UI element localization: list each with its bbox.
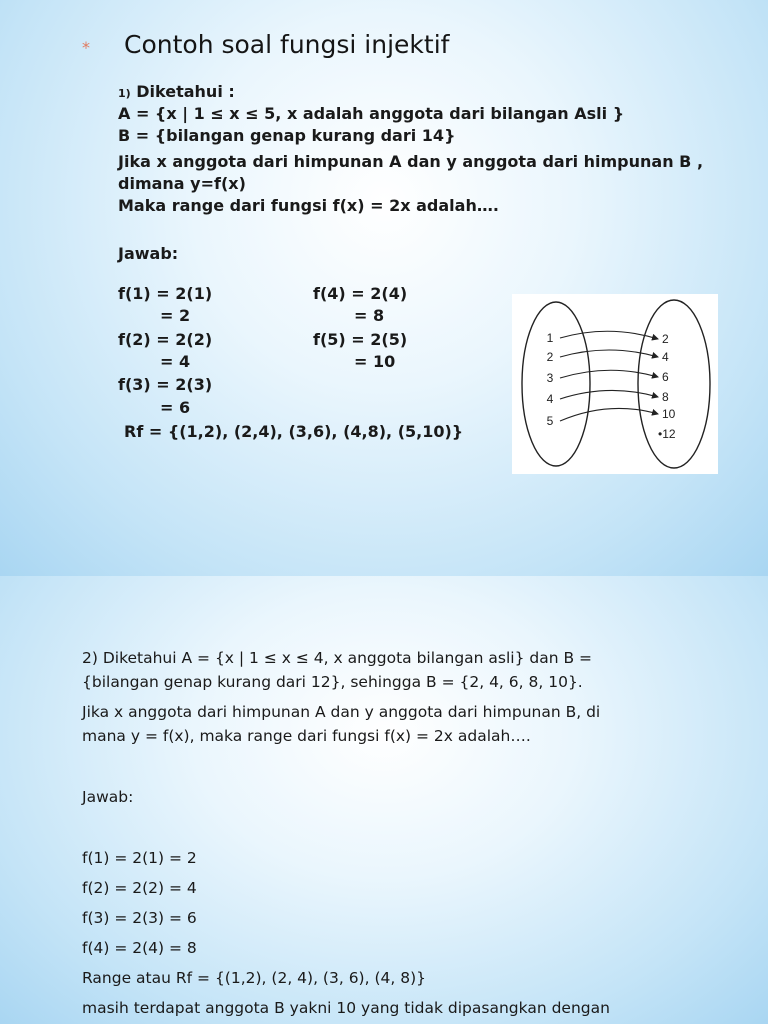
domain-label: 1: [546, 331, 554, 345]
calc-line: f(3) = 2(3): [118, 375, 213, 394]
set-a-definition: A = {x | 1 ≤ x ≤ 5, x adalah anggota dari bilangan Asli }: [118, 104, 625, 123]
diketahui-line: [118, 82, 235, 101]
slide-title: Contoh soal fungsi injektif: [124, 30, 450, 59]
calc-line: = 4: [160, 352, 191, 371]
set-b-definition: B = {bilangan genap kurang dari 14}: [118, 126, 456, 145]
calc-line: f(3) = 2(3) = 6: [82, 909, 197, 927]
calc-line: f(4) = 2(4): [313, 284, 408, 303]
codomain-ellipse: [638, 300, 710, 468]
mapping-arrow: [560, 408, 658, 421]
codomain-label: 8: [662, 390, 669, 404]
codomain-label: 10: [662, 407, 676, 421]
calc-line: f(4) = 2(4) = 8: [82, 939, 197, 957]
codomain-label: 6: [662, 370, 669, 384]
jawab-label: Jawab:: [118, 244, 179, 263]
calc-line: = 6: [160, 398, 191, 417]
bullet-icon: *: [82, 38, 90, 57]
domain-label: 4: [546, 392, 554, 406]
range-result: Rf = {(1,2), (2,4), (3,6), (4,8), (5,10)}: [124, 422, 464, 441]
domain-label: 3: [546, 371, 554, 385]
calc-line: f(1) = 2(1) = 2: [82, 849, 197, 867]
problem-number: 1): [118, 87, 131, 100]
paragraph-line: Jika x anggota dari himpunan A dan y anggota dari himpunan B, di: [82, 703, 601, 721]
mapping-diagram-svg: [512, 294, 718, 474]
paragraph-line: 2) Diketahui A = {x | 1 ≤ x ≤ 4, x anggota bilangan asli} dan B =: [82, 649, 593, 667]
codomain-label: •12: [658, 427, 676, 441]
paragraph-line: {bilangan genap kurang dari 12}, sehingga B = {2, 4, 6, 8, 10}.: [82, 673, 583, 691]
diketahui-label: Diketahui :: [130, 82, 235, 101]
codomain-label: 4: [662, 350, 669, 364]
question-line-2: dimana y=f(x): [118, 174, 246, 193]
domain-ellipse: [522, 302, 590, 466]
domain-label: 2: [546, 350, 554, 364]
domain-label: 5: [546, 414, 554, 428]
question-line-1: Jika x anggota dari himpunan A dan y anggota dari himpunan B ,: [118, 152, 704, 171]
calc-line: = 10: [354, 352, 396, 371]
codomain-label: 2: [662, 332, 669, 346]
mapping-arrow: [560, 350, 658, 357]
mapping-arrow: [560, 370, 658, 378]
slide-2: [0, 576, 768, 1024]
calc-line: f(2) = 2(2) = 4: [82, 879, 197, 897]
range-result-2: Range atau Rf = {(1,2), (2, 4), (3, 6), (4, 8)}: [82, 969, 426, 987]
calc-line: = 8: [354, 306, 385, 325]
jawab-label-2: Jawab:: [82, 788, 134, 806]
mapping-arrow: [560, 390, 658, 399]
calc-line: = 2: [160, 306, 191, 325]
calc-line: f(2) = 2(2): [118, 330, 213, 349]
calc-line: f(1) = 2(1): [118, 284, 213, 303]
question-line-3: Maka range dari fungsi f(x) = 2x adalah….: [118, 196, 499, 215]
calc-line: f(5) = 2(5): [313, 330, 408, 349]
paragraph-line: mana y = f(x), maka range dari fungsi f(x) = 2x adalah….: [82, 727, 531, 745]
paragraph-line: masih terdapat anggota B yakni 10 yang tidak dipasangkan dengan: [82, 999, 610, 1017]
mapping-diagram: [512, 294, 718, 474]
